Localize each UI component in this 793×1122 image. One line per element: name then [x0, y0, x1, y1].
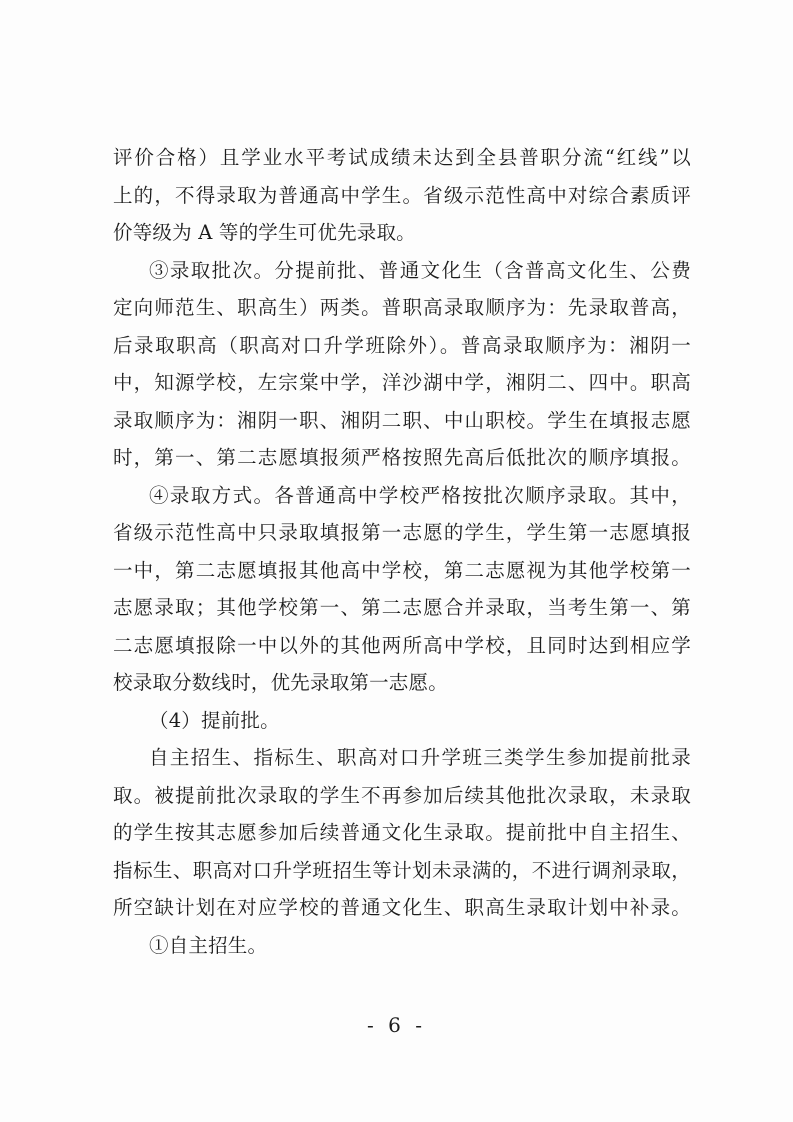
text-line: ①自主招生。: [149, 933, 268, 957]
text-line: ④录取方式。各普通高中学校严格按批次顺序录取。其中，: [149, 483, 691, 507]
text-line: 志愿录取；其他学校第一、第二志愿合并录取，当考生第一、第: [113, 596, 691, 619]
text-line: 中，知源学校，左宗棠中学，洋沙湖中学，湘阴二、四中。职高: [113, 371, 691, 394]
text-line: 二志愿填报除一中以外的其他两所高中学校，且同时达到相应学: [113, 633, 691, 657]
text-line: 后录取职高（职高对口升学班除外）。普高录取顺序为：湘阴一: [113, 333, 691, 357]
paragraph-continuation: [113, 139, 691, 252]
text-line: 评价合格）且学业水平考试成绩未达到全县普职分流“红线”以: [113, 146, 691, 169]
subheading-independent-enrollment: [113, 927, 691, 965]
text-line: 定向师范生、职高生）两类。普职高录取顺序为：先录取普高，: [113, 296, 691, 319]
text-line: 时，第一、第二志愿填报须严格按照先高后低批次的顺序填报。: [113, 446, 691, 469]
page-number: - 6 -: [367, 1013, 426, 1037]
text-line: 价等级为 A 等的学生可优先录取。: [113, 221, 416, 244]
text-line: 省级示范性高中只录取填报第一志愿的学生，学生第一志愿填报: [113, 521, 691, 544]
text-line: 一中，第二志愿填报其他高中学校，第二志愿视为其他学校第一: [113, 558, 691, 582]
paragraph-admission-method: [113, 477, 691, 702]
document-body: [113, 139, 691, 964]
section-heading-early-batch: [113, 702, 691, 740]
text-line: 指标生、职高对口升学班招生等计划未录满的，不进行调剂录取，: [113, 858, 691, 882]
paragraph-early-batch: [113, 739, 691, 927]
text-line: （4）提前批。: [149, 708, 280, 732]
paragraph-admission-batches: [113, 252, 691, 477]
text-line: 所空缺计划在对应学校的普通文化生、职高生录取计划中补录。: [113, 896, 691, 919]
text-line: 取。被提前批次录取的学生不再参加后续其他批次录取，未录取: [113, 783, 691, 807]
text-line: 自主招生、指标生、职高对口升学班三类学生参加提前批录: [149, 746, 691, 769]
text-line: 录取顺序为：湘阴一职、湘阴二职、中山职校。学生在填报志愿: [113, 408, 691, 432]
text-line: 校录取分数线时，优先录取第一志愿。: [113, 671, 448, 694]
text-line: ③录取批次。分提前批、普通文化生（含普高文化生、公费: [149, 258, 691, 282]
text-line: 上的，不得录取为普通高中学生。省级示范性高中对综合素质评: [113, 183, 691, 207]
text-line: 的学生按其志愿参加后续普通文化生录取。提前批中自主招生、: [113, 821, 691, 844]
